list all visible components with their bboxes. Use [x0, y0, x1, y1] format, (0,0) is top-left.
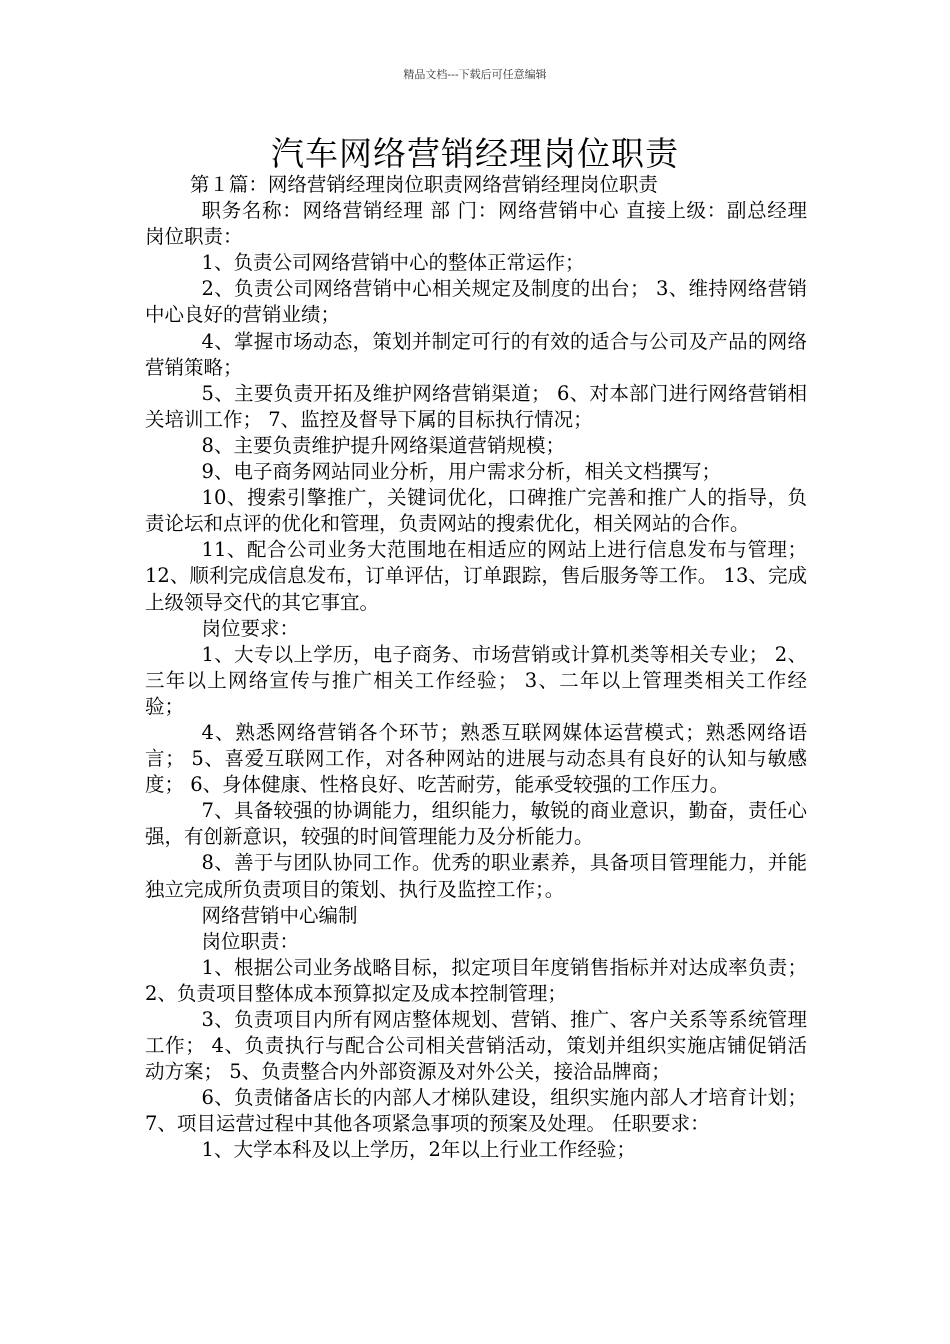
paragraph: 8、善于与团队协同工作。优秀的职业素养，具备项目管理能力，并能独立完成所负责项目的策划、执行及监控工作；。 — [145, 851, 807, 901]
paragraph: 第１篇：网络营销经理岗位职责网络营销经理岗位职责 — [189, 173, 658, 196]
header-note: 精品文档---下载后可任意编辑 — [403, 68, 547, 81]
paragraph: 3、负责项目内所有网店整体规划、营销、推广、客户关系等系统管理工作； 4、负责执行与配合公司相关营销活动，策划并组织实施店铺促销活动方案； 5、负责整合内外部资源及对外公关，接洽品牌商； — [145, 1008, 807, 1084]
paragraph: 6、负责储备店长的内部人才梯队建设，组织实施内部人才培育计划； 7、项目运营过程中其他各项紧急事项的预案及处理。 任职要求： — [145, 1086, 807, 1136]
paragraph: 岗位要求： — [201, 616, 300, 640]
paragraph: 5、主要负责开拓及维护网络营销渠道； 6、对本部门进行网络营销相关培训工作； 7、监控及督导下属的目标执行情况； — [145, 381, 807, 431]
paragraph: 1、根据公司业务战略目标，拟定项目年度销售指标并对达成率负责； 2、负责项目整体成本预算拟定及成本控制管理； — [145, 955, 807, 1005]
paragraph: 网络营销中心编制 — [201, 903, 358, 927]
paragraph: 9、电子商务网站同业分析，用户需求分析，相关文档撰写； — [201, 460, 721, 484]
paragraph: 1、大学本科及以上学历，2年以上行业工作经验； — [201, 1138, 636, 1162]
paragraph: 4、掌握市场动态，策划并制定可行的有效的适合与公司及产品的网络营销策略； — [145, 329, 807, 379]
paragraph: 7、具备较强的协调能力，组织能力，敏锐的商业意识，勤奋，责任心强，有创新意识，较强的时间管理能力及分析能力。 — [145, 799, 807, 849]
paragraph: 11、配合公司业务大范围地在相适应的网站上进行信息发布与管理； 12、顺利完成信息发布，订单评估，订单跟踪，售后服务等工作。 13、完成上级领导交代的其它事宜。 — [145, 538, 807, 614]
paragraph: 4、熟悉网络营销各个环节；熟悉互联网媒体运营模式；熟悉网络语言； 5、喜爱互联网工作，对各种网站的进展与动态具有良好的认知与敏感度； 6、身体健康、性格良好、吃苦耐劳，能承受较强的工作压力。 — [145, 720, 807, 797]
paragraph: 1、大专以上学历，电子商务、市场营销或计算机类等相关专业； 2、三年以上网络宣传与推广相关工作经验； 3、二年以上管理类相关工作经验； — [145, 642, 807, 718]
paragraph: 职务名称：网络营销经理 部 门：网络营销中心 直接上级：副总经理 岗位职责： — [145, 199, 807, 249]
paragraph: 10、搜索引擎推广，关键词优化，口碑推广完善和推广人的指导，负责论坛和点评的优化和管理，负责网站的搜索优化，相关网站的合作。 — [145, 486, 807, 536]
paragraph: 2、负责公司网络营销中心相关规定及制度的出台； 3、维持网络营销中心良好的营销业绩； — [145, 277, 807, 327]
paragraph: 1、负责公司网络营销中心的整体正常运作； — [201, 251, 585, 275]
paragraph: 8、主要负责维护提升网络渠道营销规模； — [201, 433, 565, 457]
document-title: 汽车网络营销经理岗位职责 — [271, 134, 679, 173]
paragraph: 岗位职责： — [201, 929, 300, 953]
document-body — [145, 172, 807, 1164]
